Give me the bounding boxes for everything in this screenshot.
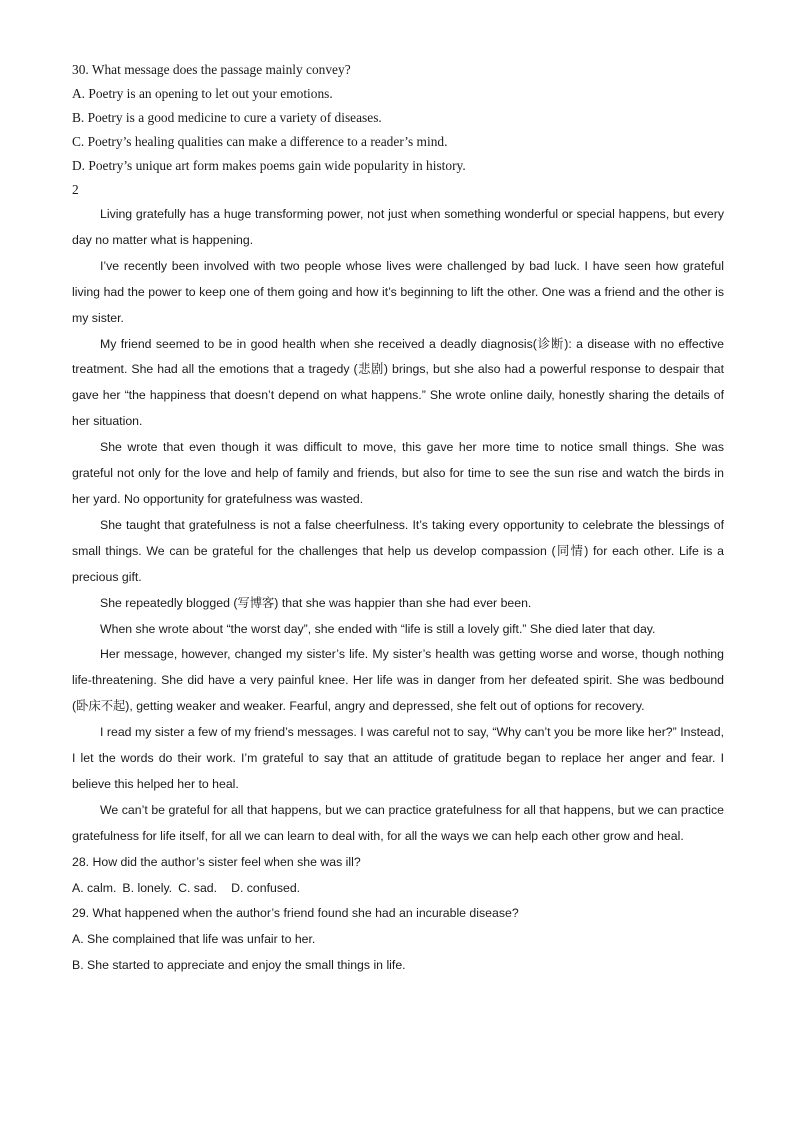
question-28-stem: 28. How did the author’s sister feel when she was ill? <box>72 854 361 869</box>
passage-paragraph: I read my sister a few of my friend’s messages. I was careful not to say, “Why can’t you be more like her?” Instead, I let the words do their work. I’m grateful to say that an attitude of gratitude began to replace her anger and fear. I believe this helped her to heal. <box>72 725 724 791</box>
question-28-option-a: A. calm. <box>72 880 117 895</box>
question-list <box>72 850 724 980</box>
reading-passage <box>72 202 724 850</box>
question-30-stem: 30. What message does the passage mainly convey? <box>72 62 351 77</box>
question-29-stem: 29. What happened when the author’s friend found she had an incurable disease? <box>72 906 519 921</box>
passage-paragraph: Her message, however, changed my sister’s life. My sister’s health was getting worse and worse, though nothing life-threatening. She did have a very painful knee. Her life was in danger from her defeated spirit. She was bedbound (卧床不起), getting weaker and weaker. Fearful, angry and depressed, she felt out of options for recovery. <box>72 647 724 714</box>
passage-paragraph: She wrote that even though it was difficult to move, this gave her more time to notice small things. She was grateful not only for the love and help of family and friends, but also for time to see the sun rise and watch the birds in her yard. No opportunity for gratefulness was wasted. <box>72 440 724 506</box>
passage-paragraph: She repeatedly blogged (写博客) that she was happier than she had ever been. <box>100 595 532 610</box>
question-30-option-b: B. Poetry is a good medicine to cure a variety of diseases. <box>72 110 382 125</box>
question-30 <box>72 58 724 178</box>
passage-paragraph: My friend seemed to be in good health when she received a deadly diagnosis(诊断): a disease with no effective treatment. She had all the emotions that a tragedy (悲剧) brings, but she also had a powerful response to despair that gave her “the happiness that doesn’t depend on what happens.” She wrote online daily, honestly sharing the details of her situation. <box>72 336 724 429</box>
question-28-option-c: C. sad. <box>178 880 218 895</box>
question-30-option-c: C. Poetry’s healing qualities can make a difference to a reader’s mind. <box>72 134 448 149</box>
passage-paragraph: Living gratefully has a huge transforming power, not just when something wonderful or special happens, but every day no matter what is happening. <box>72 207 724 247</box>
passage-paragraph: When she wrote about “the worst day”, she ended with “life is still a lovely gift.” She died later that day. <box>100 621 656 636</box>
document-page <box>72 58 724 979</box>
question-29-option-b: B. She started to appreciate and enjoy the small things in life. <box>72 958 406 973</box>
question-30-option-a: A. Poetry is an opening to let out your emotions. <box>72 86 333 101</box>
passage-paragraph: She taught that gratefulness is not a false cheerfulness. It’s taking every opportunity to celebrate the blessings of small things. We can be grateful for the challenges that help us develop compassion (同情) for each other. Life is a precious gift. <box>72 517 724 584</box>
section-number: 2 <box>72 182 79 197</box>
question-30-option-d: D. Poetry’s unique art form makes poems gain wide popularity in history. <box>72 158 466 173</box>
passage-paragraph: I’ve recently been involved with two people whose lives were challenged by bad luck. I have seen how grateful living had the power to keep one of them going and how it’s beginning to lift the other. One was a friend and the other is my sister. <box>72 258 724 325</box>
passage-paragraph: We can’t be grateful for all that happens, but we can practice gratefulness for all that happens, but we can practice gratefulness for life itself, for all we can learn to deal with, for all the ways we can help each other grow and heal. <box>72 802 724 843</box>
question-28-option-d: D. confused. <box>231 880 301 895</box>
question-29-option-a: A. She complained that life was unfair to her. <box>72 932 316 947</box>
question-28-options <box>72 876 724 902</box>
question-28-option-b: B. lonely. <box>122 880 173 895</box>
